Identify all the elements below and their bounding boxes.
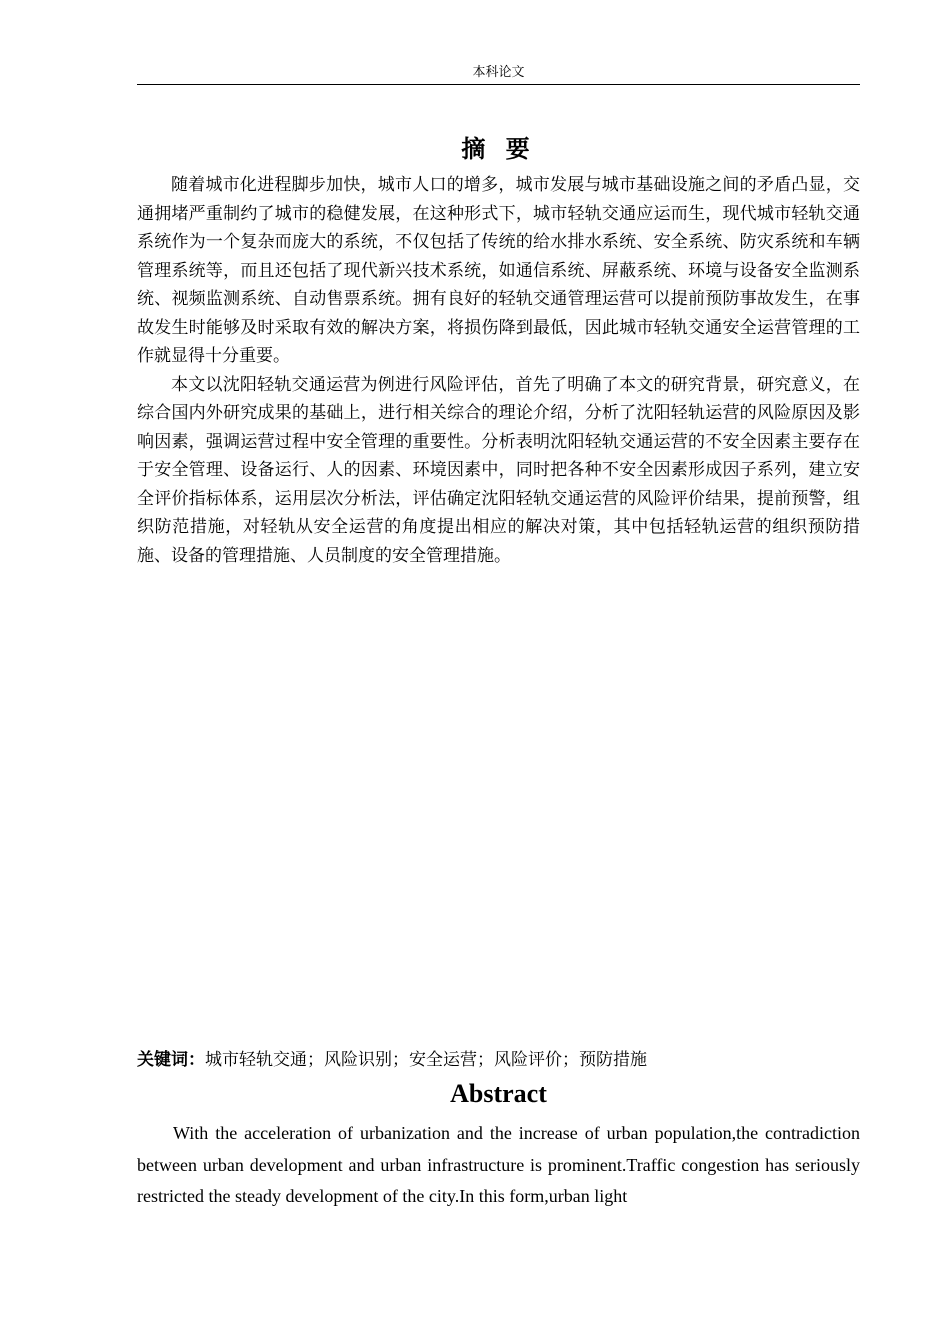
english-abstract-title: Abstract <box>450 1079 547 1108</box>
chinese-keywords <box>137 1046 860 1074</box>
chinese-abstract-title: 摘 要 <box>461 135 536 163</box>
running-header: 本科论文 <box>472 65 525 80</box>
chinese-abstract-body <box>137 171 860 570</box>
english-abstract-body <box>137 1118 860 1213</box>
chinese-abstract-paragraph-2: 本文以沈阳轻轨交通运营为例进行风险评估，首先了明确了本文的研究背景，研究意义，在综合国内外研究成果的基础上，进行相关综合的理论介绍，分析了沈阳轻轨运营的风险原因及影响因素，强调运营过程中安全管理的重要性。分析表明沈阳轻轨交通运营的不安全因素主要存在于安全管理、设备运行、人的因素、环境因素中，同时把各种不安全因素形成因子系列，建立安全评价指标体系，运用层次分析法，评估确定沈阳轻轨交通运营的风险评价结果，提前预警，组织防范措施，对轻轨从安全运营的角度提出相应的解决对策，其中包括轻轨运营的组织预防措施、设备的管理措施、人员制度的安全管理措施。 <box>137 374 860 566</box>
keywords-label: 关键词： <box>137 1050 205 1070</box>
english-abstract-paragraph: With the acceleration of urbanization and the increase of urban population,the contradiction between urban development and urban infrastructure is prominent.Traffic congestion has seriously restricted the steady development of the city.In this form,urban light <box>137 1123 860 1206</box>
chinese-abstract-paragraph-1: 随着城市化进程脚步加快，城市人口的增多，城市发展与城市基础设施之间的矛盾凸显，交通拥堵严重制约了城市的稳健发展，在这种形式下，城市轻轨交通应运而生，现代城市轻轨交通系统作为一个复杂而庞大的系统，不仅包括了传统的给水排水系统、安全系统、防灾系统和车辆管理系统等，而且还包括了现代新兴技术系统，如通信系统、屏蔽系统、环境与设备安全监测系统、视频监测系统、自动售票系统。拥有良好的轻轨交通管理运营可以提前预防事故发生，在事故发生时能够及时采取有效的解决方案，将损伤降到最低，因此城市轻轨交通安全运营管理的工作就显得十分重要。 <box>137 175 860 366</box>
keywords-list: 城市轻轨交通；风险识别；安全运营；风险评价；预防措施 <box>205 1050 647 1070</box>
header-rule <box>137 84 860 85</box>
